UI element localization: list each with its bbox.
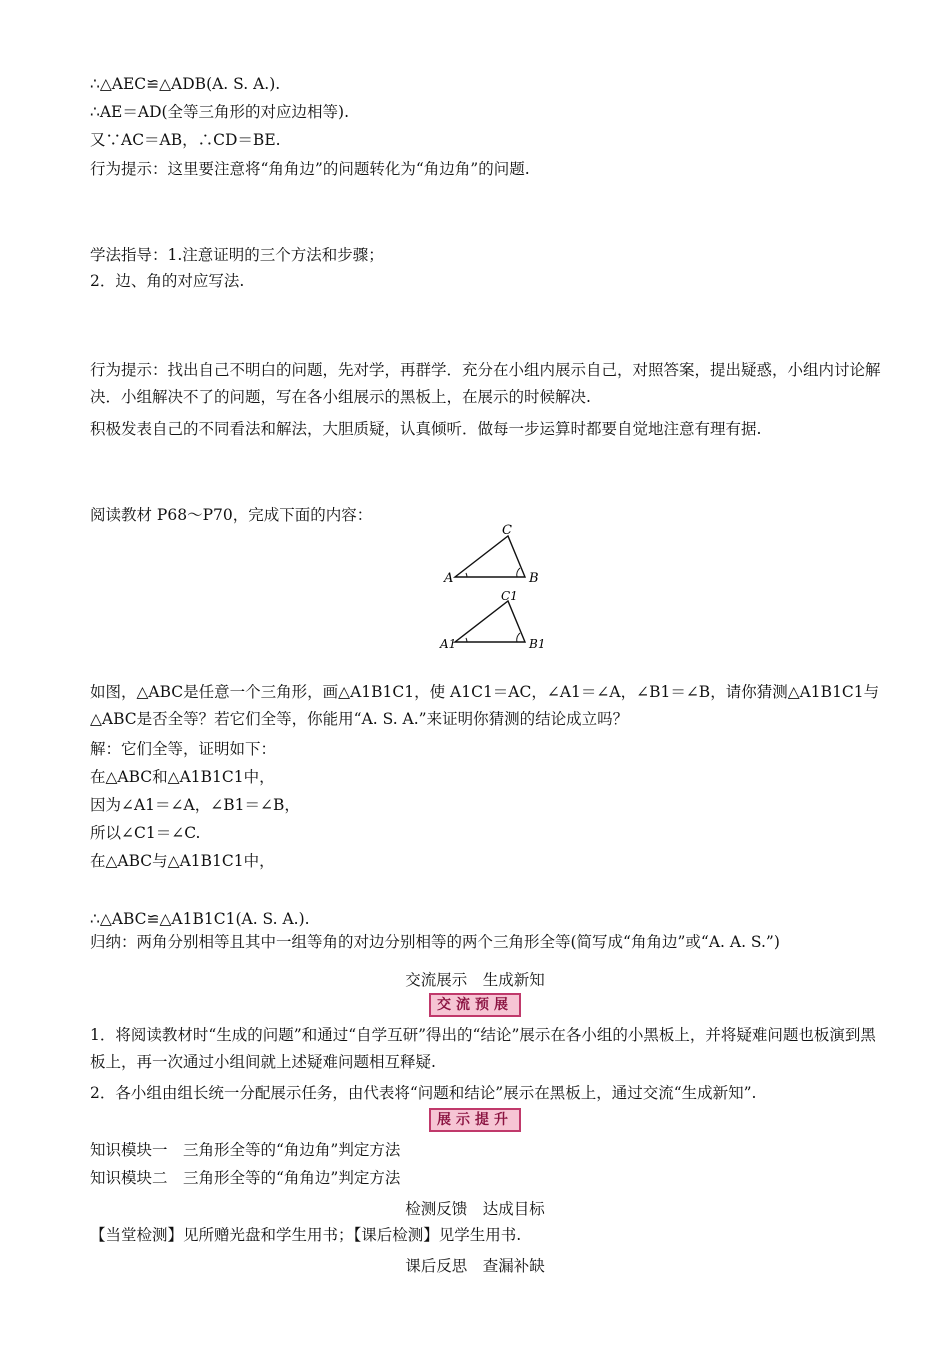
study-guide-2: 2．边、角的对应写法. bbox=[90, 272, 245, 290]
badge-exchange-preview: 交流预展 bbox=[429, 993, 521, 1017]
line-ae-equals-ad: ∴AE＝AD(全等三角形的对应边相等). bbox=[90, 103, 350, 121]
triangle-abc bbox=[443, 523, 539, 586]
problem-statement: 如图，△ABC是任意一个三角形，画△A1B1C1，使 A1C1＝AC，∠A1＝∠A，∠B1＝∠B，请你猜测△A1B1C1与△ABC是否全等？若它们全等，你能用“A. S. A.”来证明你猜测的结论成立吗？ bbox=[90, 683, 880, 728]
behavior-tip-2: 行为提示：找出自己不明白的问题，先对学，再群学．充分在小组内展示自己，对照答案，提出疑惑，小组内讨论解决．小组解决不了的问题，写在各小组展示的黑板上，在展示的时候解决. bbox=[90, 361, 881, 406]
line-congruence-aec-adb: ∴△AEC≌△ADB(A. S. A.). bbox=[90, 75, 281, 93]
badge-show-improve: 展示提升 bbox=[429, 1108, 521, 1132]
study-guide-1: 学法指导：1.注意证明的三个方法和步骤； bbox=[90, 246, 384, 264]
triangle-a1b1c1 bbox=[439, 589, 545, 651]
line-cd-equals-be: 又∵AC＝AB，∴CD＝BE. bbox=[90, 131, 281, 149]
section-heading-reflection: 课后反思 查漏补缺 bbox=[405, 1257, 545, 1275]
label-c1: C1 bbox=[501, 589, 518, 603]
behavior-tip-1: 行为提示：这里要注意将“角角边”的问题转化为“角边角”的问题. bbox=[90, 160, 530, 178]
test-info: 【当堂检测】见所赠光盘和学生用书；【课后检测】见学生用书. bbox=[90, 1226, 522, 1244]
knowledge-module-2: 知识模块二 三角形全等的“角角边”判定方法 bbox=[90, 1169, 401, 1187]
knowledge-module-1: 知识模块一 三角形全等的“角边角”判定方法 bbox=[90, 1141, 401, 1159]
section-heading-feedback: 检测反馈 达成目标 bbox=[405, 1200, 545, 1218]
summary-aas: 归纳：两角分别相等且其中一组等角的对边分别相等的两个三角形全等(简写成“角角边”或“A. A. S.”) bbox=[90, 933, 780, 951]
solution-step-4: 在△ABC与△A1B1C1中， bbox=[90, 852, 275, 870]
exchange-step-2: 2．各小组由组长统一分配展示任务，由代表将“问题和结论”展示在黑板上，通过交流“生成新知”. bbox=[90, 1084, 757, 1102]
label-a: A bbox=[444, 571, 454, 586]
section-heading-exchange: 交流展示 生成新知 bbox=[405, 971, 545, 989]
solution-step-1: 在△ABC和△A1B1C1中， bbox=[90, 768, 275, 786]
solution-step-2: 因为∠A1＝∠A，∠B1＝∠B， bbox=[90, 796, 300, 814]
label-c: C bbox=[502, 523, 512, 538]
triangle-figures bbox=[430, 522, 560, 657]
solution-step-3: 所以∠C1＝∠C. bbox=[90, 824, 201, 842]
label-b: B bbox=[529, 571, 539, 586]
solution-intro: 解：它们全等，证明如下： bbox=[90, 740, 277, 758]
encourage-text: 积极发表自己的不同看法和解法，大胆质疑，认真倾听．做每一步运算时都要自觉地注意有理有据. bbox=[90, 420, 762, 438]
label-a1: A1 bbox=[440, 637, 457, 651]
label-b1: B1 bbox=[529, 637, 546, 651]
exchange-step-1: 1．将阅读教材时“生成的问题”和通过“自学互研”得出的“结论”展示在各小组的小黑板上，并将疑难问题也板演到黑板上，再一次通过小组间就上述疑难问题相互释疑. bbox=[90, 1026, 876, 1071]
solution-conclusion: ∴△ABC≌△A1B1C1(A. S. A.). bbox=[90, 910, 310, 928]
reading-instruction: 阅读教材 P68～P70，完成下面的内容： bbox=[90, 506, 373, 524]
